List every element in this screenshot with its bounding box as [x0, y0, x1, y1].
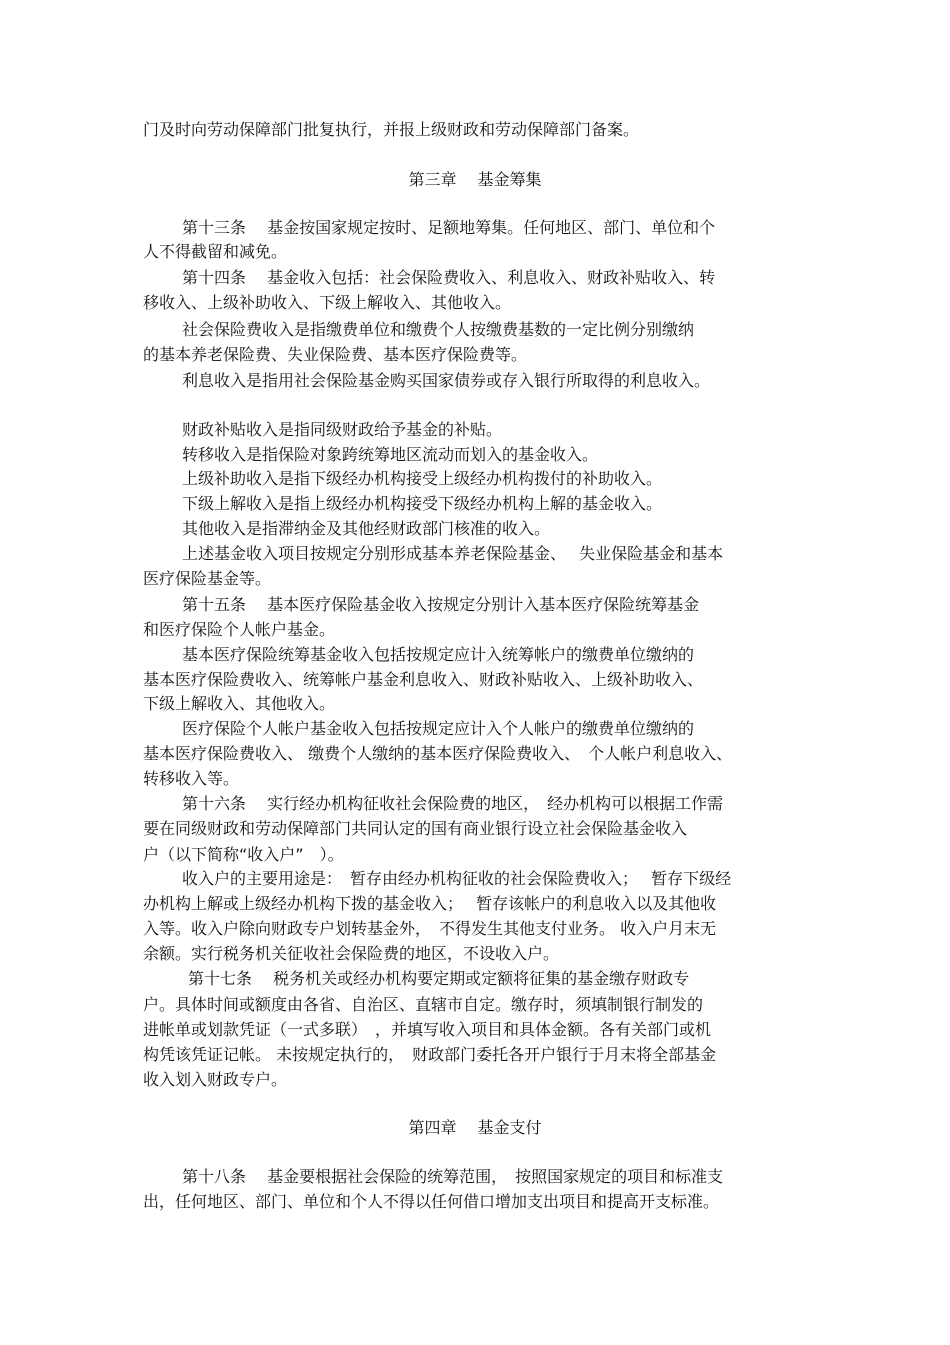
- paragraph-line: 基本医疗保险统筹基金收入包括按规定应计入统筹帐户的缴费单位缴纳的: [182, 645, 695, 664]
- text-line: 和医疗保险个人帐户基金。: [143, 620, 336, 639]
- text-line: 户（以下简称“收入户” ）。: [143, 845, 344, 864]
- text-line: 出，任何地区、部门、单位和个人不得以任何借口增加支出项目和提高开支标准。: [143, 1192, 720, 1211]
- article-line: 第十六条 实行经办机构征收社会保险费的地区， 经办机构可以根据工作需: [182, 794, 724, 813]
- text-line: 收入划入财政专户。: [143, 1070, 288, 1089]
- text-line: 构凭该凭证记帐。 未按规定执行的， 财政部门委托各开户银行于月末将全部基金: [143, 1045, 717, 1064]
- text-line: 进帐单或划款凭证（一式多联） ，并填写收入项目和具体金额。各有关部门或机: [143, 1020, 712, 1039]
- paragraph-line: 收入户的主要用途是： 暂存由经办机构征收的社会保险费收入； 暂存下级经: [182, 869, 732, 888]
- text-line: 人不得截留和减免。: [143, 242, 288, 261]
- paragraph-line: 社会保险费收入是指缴费单位和缴费个人按缴费基数的一定比例分别缴纳: [182, 320, 695, 339]
- text-line: 办机构上解或上级经办机构下拨的基金收入； 暂存该帐户的利息收入以及其他收: [143, 894, 717, 913]
- chapter-heading: 第四章 基金支付: [408, 1118, 542, 1137]
- paragraph-line: 上级补助收入是指下级经办机构接受上级经办机构拨付的补助收入。: [182, 469, 663, 488]
- text-line: 转移收入等。: [143, 769, 240, 788]
- text-line: 户。具体时间或额度由各省、自治区、直辖市自定。缴存时，须填制银行制发的: [143, 995, 704, 1014]
- paragraph-line: 利息收入是指用社会保险基金购买国家债券或存入银行所取得的利息收入。: [182, 371, 711, 390]
- chapter-heading: 第三章 基金筹集: [408, 170, 542, 189]
- article-line: 第十五条 基本医疗保险基金收入按规定分别计入基本医疗保险统筹基金: [182, 595, 700, 614]
- paragraph-line: 其他收入是指滞纳金及其他经财政部门核准的收入。: [182, 519, 551, 538]
- text-line: 入等。收入户除向财政专户划转基金外， 不得发生其他支付业务。 收入户月末无: [143, 919, 717, 938]
- article-line: 第十七条 税务机关或经办机构要定期或定额将征集的基金缴存财政专: [188, 969, 690, 988]
- text-line: 余额。实行税务机关征收社会保险费的地区，不设收入户。: [143, 944, 560, 963]
- paragraph-line: 医疗保险个人帐户基金收入包括按规定应计入个人帐户的缴费单位缴纳的: [182, 719, 695, 738]
- paragraph-line: 转移收入是指保险对象跨统筹地区流动而划入的基金收入。: [182, 445, 599, 464]
- text-line: 移收入、上级补助收入、下级上解收入、其他收入。: [143, 293, 512, 312]
- paragraph-line: 下级上解收入是指上级经办机构接受下级经办机构上解的基金收入。: [182, 494, 663, 513]
- text-line: 医疗保险基金等。: [143, 569, 272, 588]
- text-line: 的基本养老保险费、失业保险费、基本医疗保险费等。: [143, 345, 528, 364]
- text-line: 门及时向劳动保障部门批复执行，并报上级财政和劳动保障部门备案。: [143, 120, 640, 139]
- text-line: 基本医疗保险费收入、统筹帐户基金利息收入、财政补贴收入、上级补助收入、: [143, 670, 704, 689]
- paragraph-line: 财政补贴收入是指同级财政给予基金的补贴。: [182, 420, 503, 439]
- text-line: 要在同级财政和劳动保障部门共同认定的国有商业银行设立社会保险基金收入: [143, 819, 688, 838]
- article-line: 第十四条 基金收入包括：社会保险费收入、利息收入、财政补贴收入、转: [182, 268, 716, 287]
- text-line: 基本医疗保险费收入、 缴费个人缴纳的基本医疗保险费收入、 个人帐户利息收入、: [143, 744, 733, 763]
- article-line: 第十三条 基金按国家规定按时、足额地筹集。任何地区、部门、单位和个: [182, 218, 716, 237]
- article-line: 第十八条 基金要根据社会保险的统筹范围， 按照国家规定的项目和标准支: [182, 1167, 724, 1186]
- text-line: 下级上解收入、其他收入。: [143, 694, 336, 713]
- paragraph-line: 上述基金收入项目按规定分别形成基本养老保险基金、 失业保险基金和基本: [182, 544, 724, 563]
